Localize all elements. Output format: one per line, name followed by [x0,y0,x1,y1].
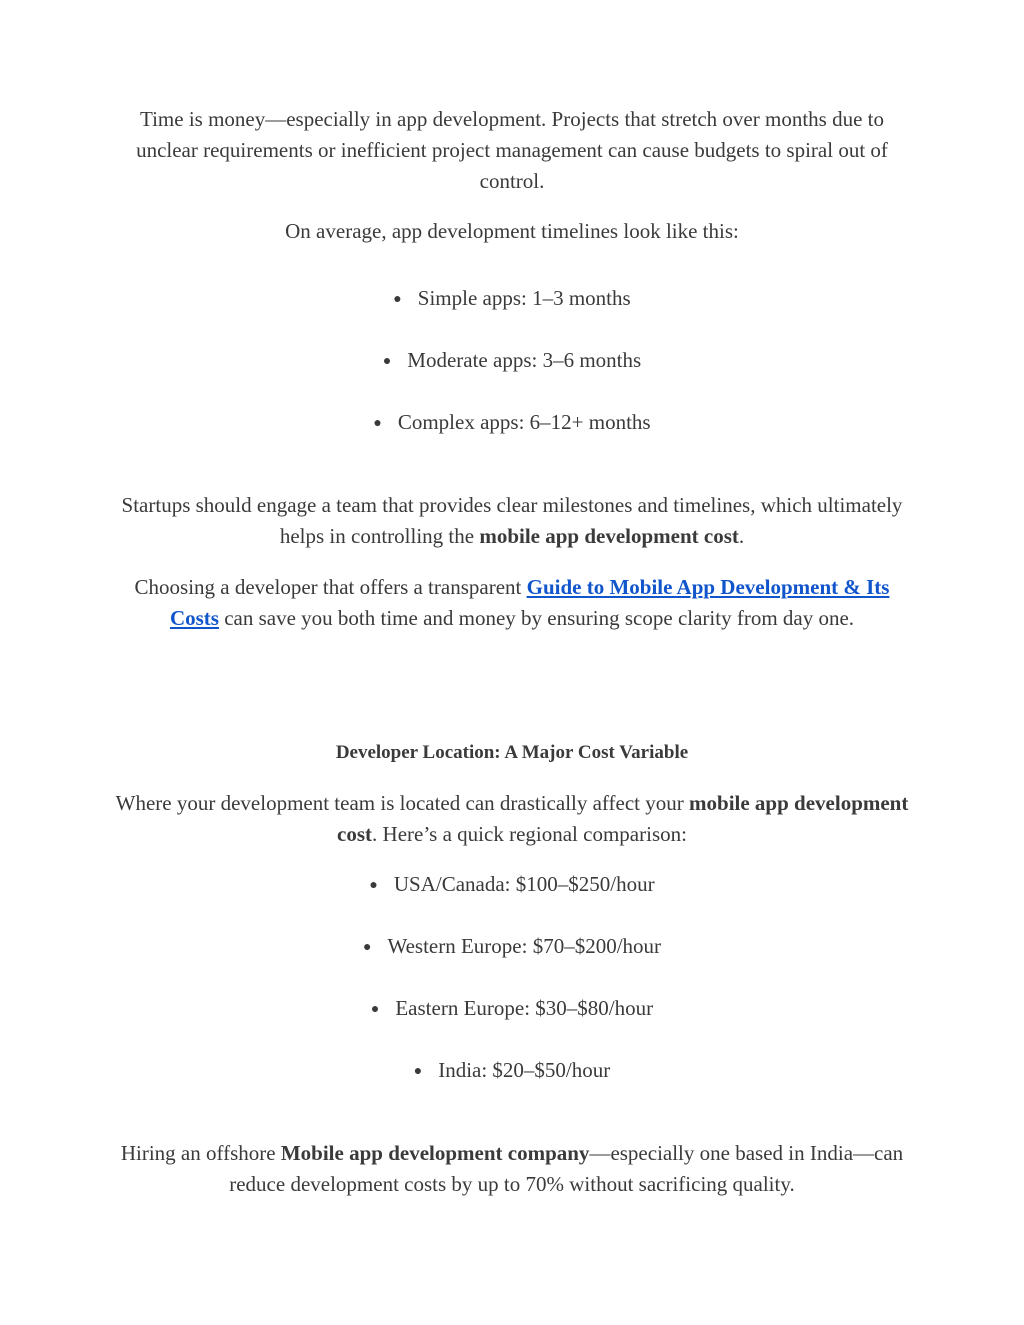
list-item-text: USA/Canada: $100–$250/hour [393,872,655,896]
bullet-icon: ● [382,354,392,369]
startups-text: Startups should engage a team that provides clear milestones and timelines, which ultimately helps in controlling the [121,493,903,548]
list-item [112,283,912,315]
bullet-icon: ● [362,940,372,955]
bullet-icon: ● [373,416,382,431]
intro-text: Time is money—especially in app development. Projects that stretch over months due to unclear requirements or inefficient project management can cause budgets to spiral out of control. [136,107,888,193]
bullet-icon: ● [393,292,402,307]
location-keyword: mobile app development cost [337,791,909,846]
location-text: Where your development team is located can drastically affect your [115,791,690,815]
list-item-text: Simple apps: 1–3 months [417,286,631,310]
startups-text-end: . [738,524,745,548]
startups-paragraph [112,490,912,552]
bullet-icon: ● [369,878,378,893]
guide-link[interactable]: Guide to Mobile App Development & Its Costs [169,575,890,630]
offshore-keyword: Mobile app development company [280,1141,590,1165]
bullet-icon: ● [413,1064,423,1079]
list-item [112,931,912,963]
list-item-text: Moderate apps: 3–6 months [407,348,642,372]
list-item [112,1055,912,1087]
choosing-paragraph [112,572,912,634]
offshore-paragraph [112,1138,912,1200]
list-item-text: Eastern Europe: $30–$80/hour [395,996,654,1020]
list-item [112,993,912,1025]
list-item [112,407,912,439]
list-item [112,869,912,901]
list-item [112,345,912,377]
timelines-intro-text: On average, app development timelines look like this: [285,219,739,243]
location-paragraph [112,788,912,850]
list-item-text: Western Europe: $70–$200/hour [387,934,662,958]
startups-keyword: mobile app development cost [479,524,739,548]
intro-paragraph [112,104,912,197]
list-item-text: India: $20–$50/hour [438,1058,611,1082]
offshore-text: Hiring an offshore [120,1141,281,1165]
choosing-text: Choosing a developer that offers a transparent [134,575,527,599]
choosing-text-end: can save you both time and money by ensuring scope clarity from day one. [218,606,855,630]
bullet-icon: ● [370,1002,380,1017]
offshore-text-end: —especially one based in India—can reduce development costs by up to 70% without sacrificing quality. [229,1141,904,1196]
timelines-intro-paragraph [112,216,912,247]
section-heading: Developer Location: A Major Cost Variable [335,742,689,763]
list-item-text: Complex apps: 6–12+ months [397,410,651,434]
location-text-end: . Here’s a quick regional comparison: [372,822,687,846]
